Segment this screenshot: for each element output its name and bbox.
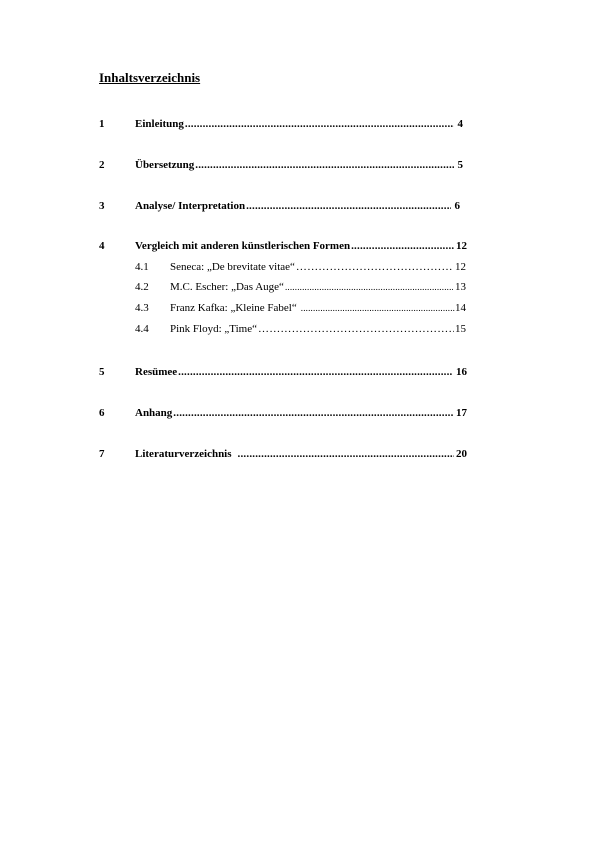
toc-subentry-page: 15 bbox=[455, 323, 466, 335]
dot-leader bbox=[172, 405, 454, 421]
toc-subentry-label: Pink Floyd: „Time“ bbox=[170, 323, 257, 335]
toc-entry-label: Analyse/ Interpretation bbox=[135, 200, 246, 212]
toc-subentry-number: 4.4 bbox=[135, 323, 149, 335]
toc-subentry-label: Seneca: „De brevitate vitae“ bbox=[170, 261, 295, 273]
toc-entry-number: 5 bbox=[99, 366, 105, 378]
toc-subentry-seneca bbox=[135, 259, 466, 275]
toc-entry-page: 16 bbox=[456, 366, 467, 378]
dot-leader bbox=[245, 198, 450, 214]
toc-entry-analyse bbox=[99, 198, 460, 214]
dot-leader bbox=[284, 279, 453, 295]
toc-subentry-page: 14 bbox=[455, 302, 466, 314]
toc-subentry-page: 13 bbox=[455, 281, 466, 293]
dot-leader bbox=[177, 364, 452, 380]
toc-entry-literaturverzeichnis bbox=[99, 446, 467, 462]
toc-entry-page: 12 bbox=[456, 240, 467, 252]
toc-subentry-label: M.C. Escher: „Das Auge“ bbox=[170, 281, 284, 293]
toc-subentry-number: 4.2 bbox=[135, 281, 149, 293]
dot-leader bbox=[237, 446, 454, 462]
toc-entry-label: Anhang bbox=[135, 407, 173, 419]
dot-leader bbox=[297, 300, 455, 316]
toc-subentry-escher bbox=[135, 279, 466, 295]
toc-entry-number: 6 bbox=[99, 407, 105, 419]
toc-entry-page: 5 bbox=[457, 159, 463, 171]
toc-entry-label: Resümee bbox=[135, 366, 178, 378]
toc-subentry-page: 12 bbox=[455, 261, 466, 273]
dot-leader bbox=[194, 157, 453, 173]
toc-entry-page: 17 bbox=[456, 407, 467, 419]
toc-entry-number: 2 bbox=[99, 159, 105, 171]
toc-entry-page: 4 bbox=[457, 118, 463, 130]
toc-entry-einleitung bbox=[99, 116, 463, 132]
toc-entry-number: 3 bbox=[99, 200, 105, 212]
toc-subentry-number: 4.3 bbox=[135, 302, 149, 314]
toc-entry-vergleich bbox=[99, 238, 467, 254]
toc-entry-page: 6 bbox=[454, 200, 460, 212]
toc-title: Inhaltsverzeichnis bbox=[99, 70, 201, 85]
dot-leader bbox=[295, 259, 453, 275]
toc-subentry-label: Franz Kafka: „Kleine Fabel“ bbox=[170, 302, 297, 314]
toc-entry-page: 20 bbox=[456, 448, 467, 460]
toc-entry-number: 7 bbox=[99, 448, 105, 460]
toc-entry-number: 4 bbox=[99, 240, 105, 252]
toc-subentry-number: 4.1 bbox=[135, 261, 149, 273]
toc-entry-anhang bbox=[99, 405, 467, 421]
dot-leader bbox=[257, 321, 454, 337]
toc-entry-number: 1 bbox=[99, 118, 105, 130]
toc-entry-label: Literaturverzeichnis bbox=[135, 448, 232, 460]
toc-subentry-pinkfloyd bbox=[135, 321, 466, 337]
toc-subentry-kafka bbox=[135, 300, 466, 316]
toc-entry-label: Vergleich mit anderen künstlerischen Formen bbox=[135, 240, 351, 252]
toc-entry-resuemee bbox=[99, 364, 467, 380]
dot-leader bbox=[184, 116, 454, 132]
toc-entry-uebersetzung bbox=[99, 157, 463, 173]
toc-entry-label: Übersetzung bbox=[135, 159, 195, 171]
dot-leader bbox=[350, 238, 454, 254]
toc-entry-label: Einleitung bbox=[135, 118, 184, 130]
